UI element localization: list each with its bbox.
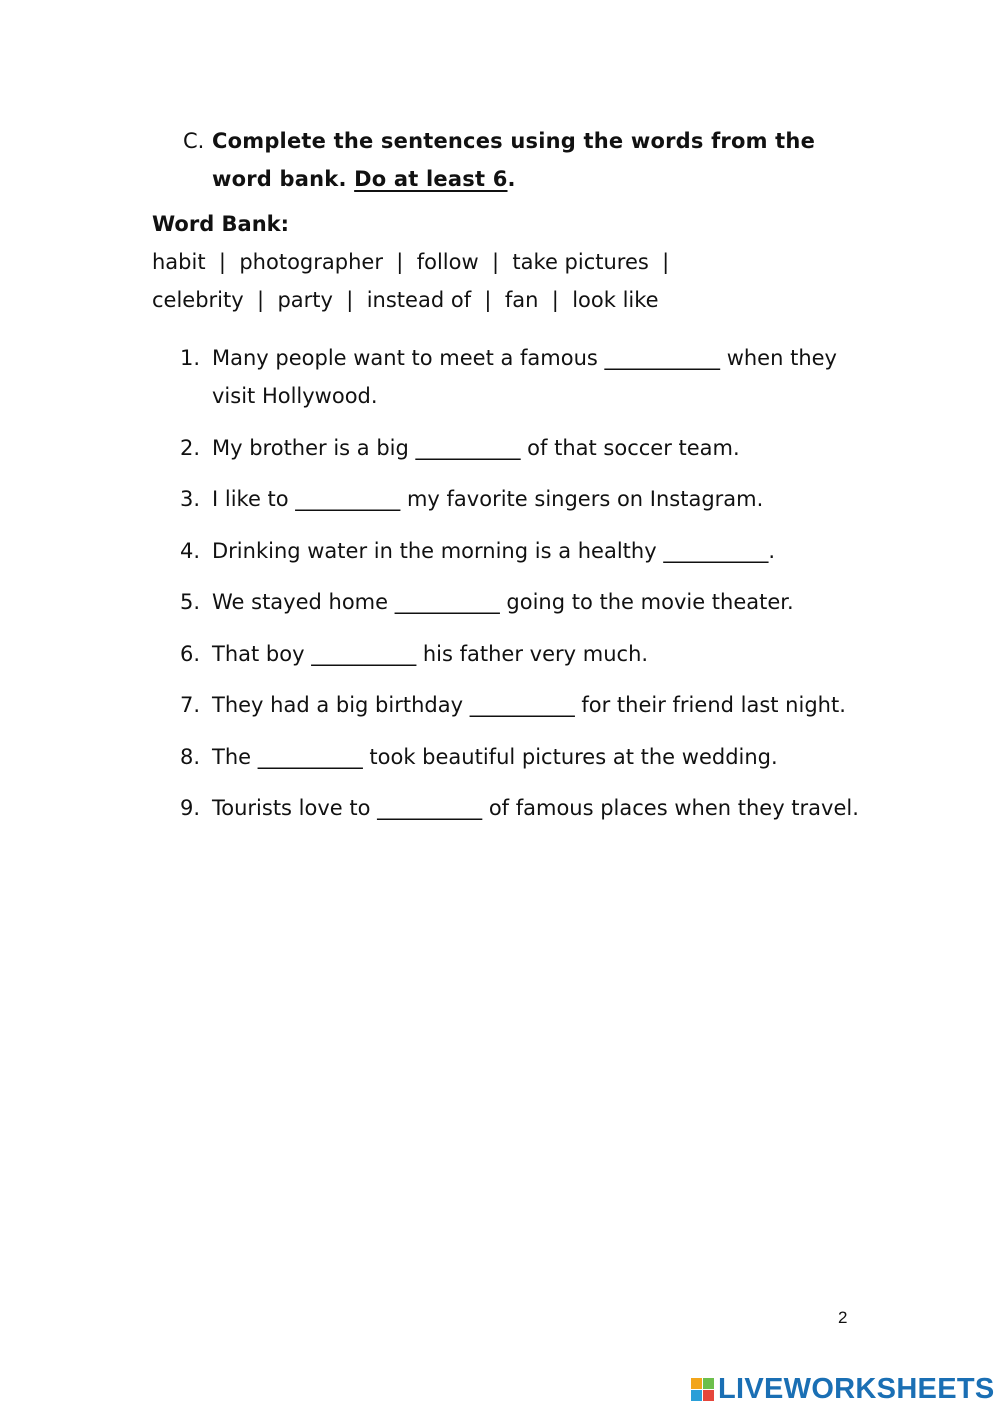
logo-square [703, 1390, 714, 1401]
section-letter: C. [183, 129, 205, 153]
instruction-main: Complete the sentences using the words from the word bank. [212, 129, 816, 191]
sentence-item [180, 480, 860, 518]
logo-square [691, 1390, 702, 1401]
sentence-number: 5. [180, 590, 201, 614]
sentence-item [180, 789, 860, 827]
logo-mark-icon [691, 1378, 714, 1401]
sentence-text: My brother is a big __________ of that soccer team. [212, 435, 740, 460]
sentence-text: I like to __________ my favorite singers on Instagram. [212, 487, 764, 511]
sentence-number: 6. [180, 641, 201, 666]
sentence-item [180, 635, 860, 673]
word-bank-row: habit | photographer | follow | take pictures | [152, 250, 670, 274]
sentence-number: 1. [180, 346, 201, 370]
word-bank-title: Word Bank: [152, 212, 290, 236]
word-bank-row: celebrity | party | instead of | fan | look like [152, 288, 659, 312]
liveworksheets-logo[interactable] [691, 1373, 995, 1405]
sentence-text: Many people want to meet a famous ___________ when they visit Hollywood. [212, 346, 837, 408]
instruction-emphasis: Do at least 6 [354, 167, 508, 191]
sentence-number: 7. [180, 693, 201, 717]
sentence-number: 3. [180, 487, 201, 511]
sentence-text: The __________ took beautiful pictures at the wedding. [212, 744, 778, 769]
sentence-text: They had a big birthday __________ for their friend last night. [212, 693, 846, 717]
sentence-number: 4. [180, 538, 201, 563]
sentence-number: 8. [180, 744, 201, 769]
instruction-period: . [507, 167, 516, 191]
sentence-item [180, 686, 860, 724]
sentence-item [180, 339, 860, 415]
logo-square [703, 1378, 714, 1389]
sentence-item [180, 583, 860, 621]
sentence-text: Drinking water in the morning is a healthy __________. [212, 538, 776, 563]
sentence-text: That boy __________ his father very much. [212, 641, 649, 666]
section-instruction [183, 122, 863, 198]
sentence-list [180, 339, 860, 841]
logo-text: LIVEWORKSHEETS [718, 1372, 995, 1405]
sentence-number: 2. [180, 435, 201, 460]
sentence-item [180, 532, 860, 570]
sentence-text: We stayed home __________ going to the movie theater. [212, 590, 794, 614]
logo-square [691, 1378, 702, 1389]
sentence-text: Tourists love to __________ of famous places when they travel. [212, 796, 859, 820]
page-number: 2 [838, 1308, 848, 1327]
sentence-item [180, 429, 860, 467]
instruction-text [212, 122, 863, 198]
sentence-number: 9. [180, 796, 201, 820]
sentence-item [180, 738, 860, 776]
